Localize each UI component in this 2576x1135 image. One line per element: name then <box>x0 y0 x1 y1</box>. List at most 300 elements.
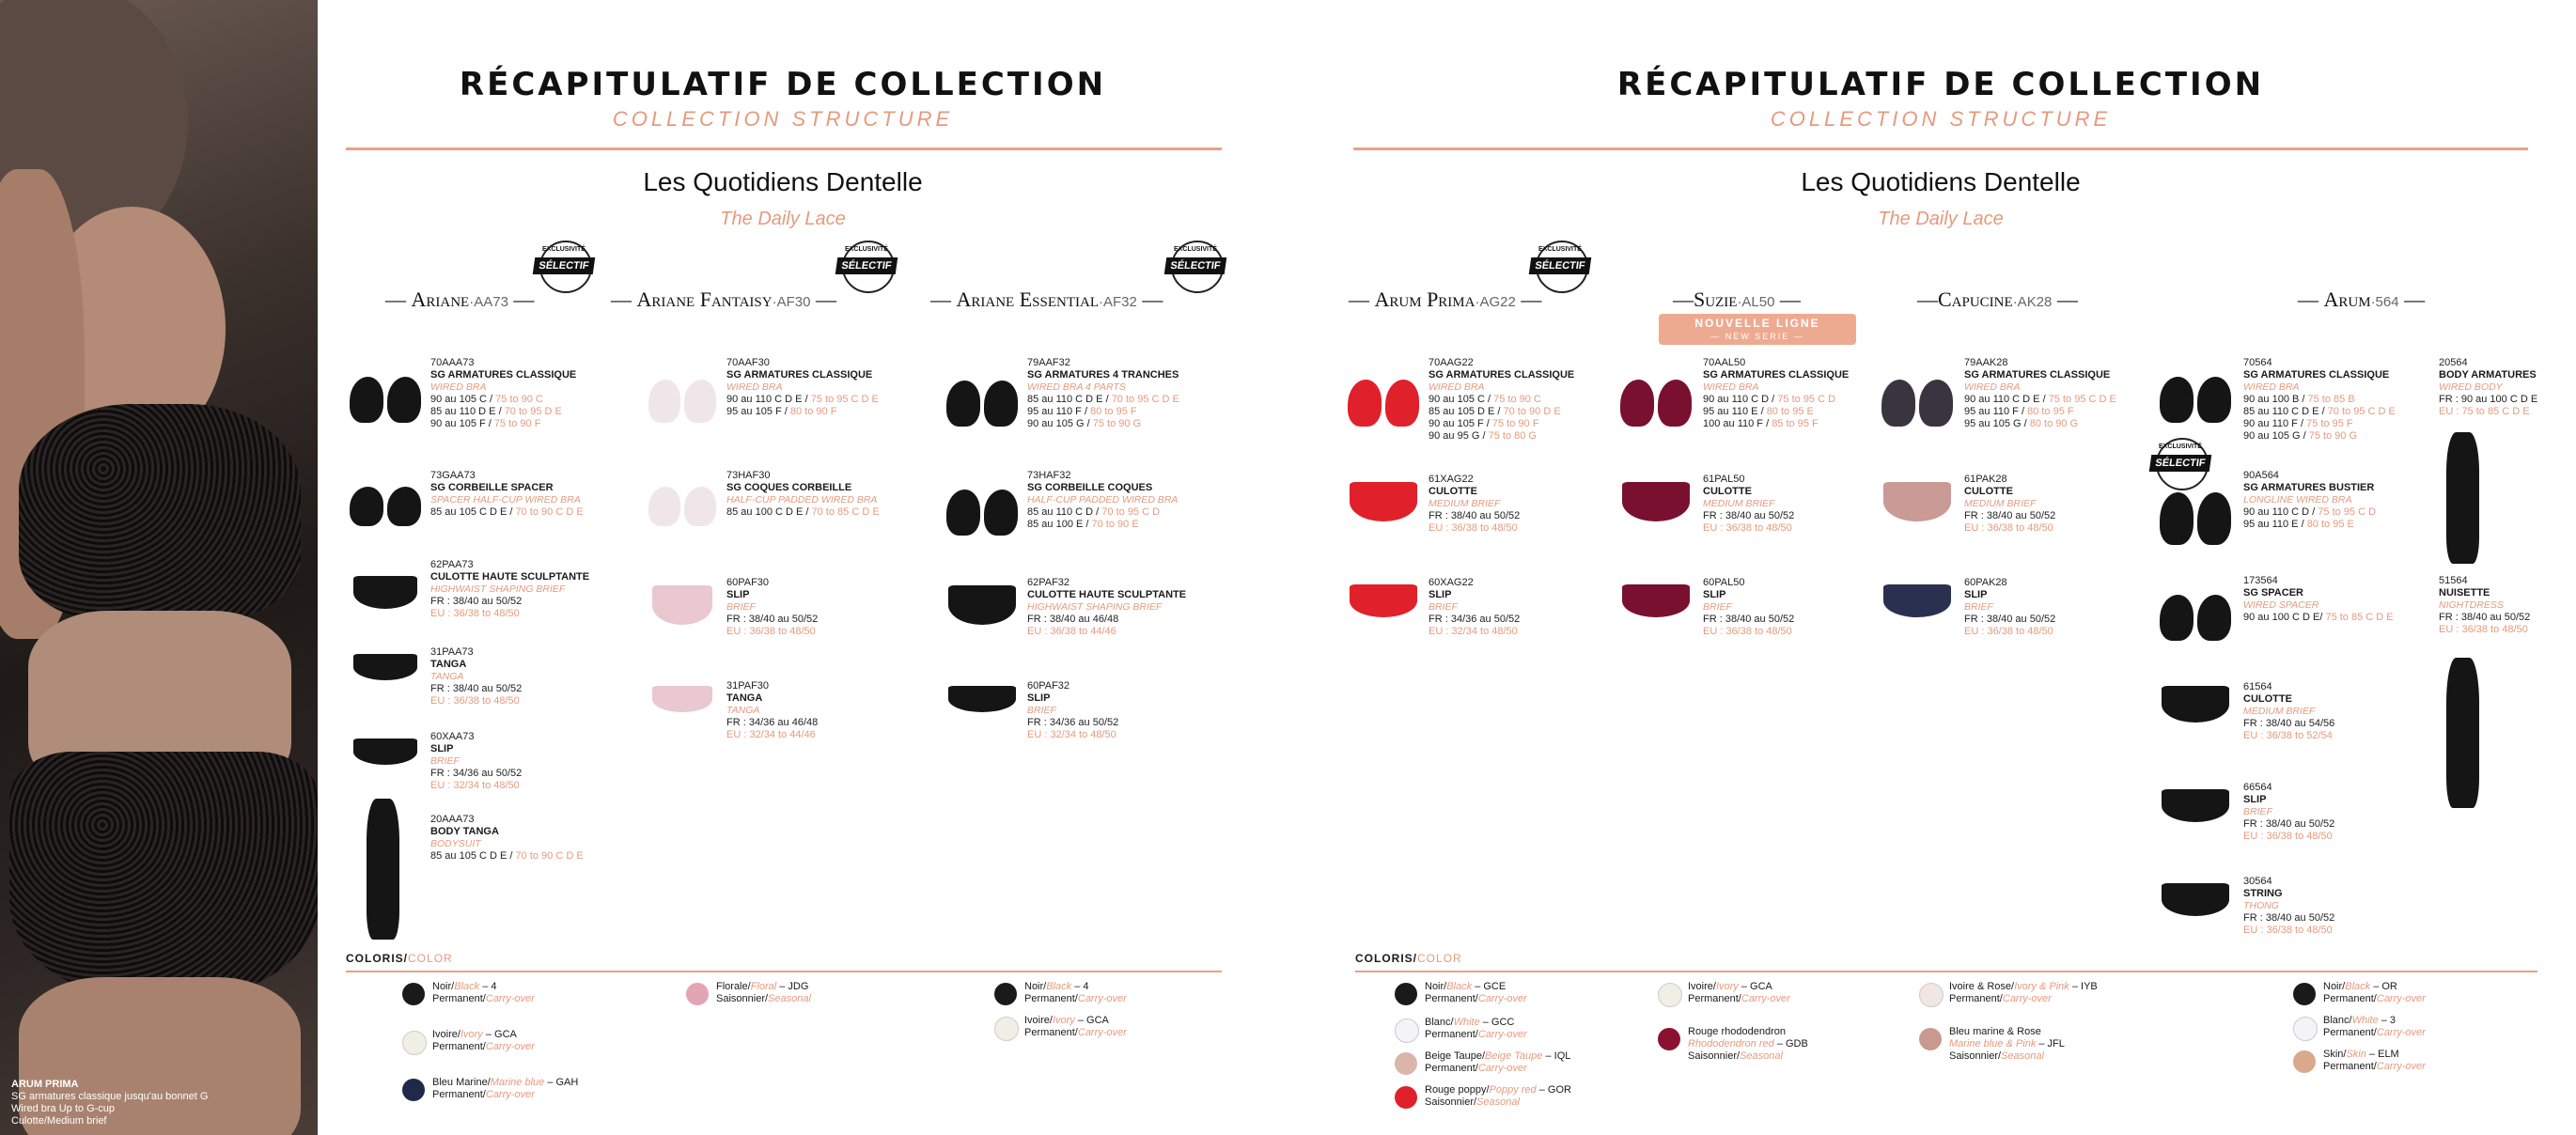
product-ref: 73HAF32 <box>1027 470 1071 481</box>
color-text: Blanc/ <box>2323 1015 2352 1026</box>
size-line <box>430 506 584 519</box>
color-text: Ivory <box>1052 1015 1075 1026</box>
color-text: Permanent/ <box>1425 993 1478 1004</box>
size-fr: 90 au 105 F / <box>1429 418 1492 429</box>
product-name-en: TANGA <box>430 671 464 682</box>
size-line <box>1027 717 1118 729</box>
color-text: Rhododendron red <box>1688 1038 1774 1049</box>
badge-top-text: EXCLUSIVITÉ <box>2159 443 2202 450</box>
color-swatch <box>1919 1028 1942 1050</box>
size-line <box>2243 925 2334 937</box>
size-eu: 75 to 90 C <box>1493 394 1541 405</box>
divider <box>346 971 1222 972</box>
size-fr: EU : 36/38 to 48/50 <box>1964 522 2053 534</box>
size-line <box>1964 510 2055 522</box>
size-line <box>430 695 522 707</box>
size-eu: 70 to 95 C D E <box>2327 406 2396 417</box>
colors-heading <box>1355 952 1462 965</box>
color-text: – 4 <box>479 981 497 992</box>
size-fr: 90 au 110 C D / <box>1703 394 1778 405</box>
product-name-en: WIRED BRA <box>726 381 783 393</box>
new-series-banner <box>1659 314 1856 345</box>
color-label <box>1425 1050 1570 1075</box>
bra-image <box>647 470 718 526</box>
product-name: SG ARMATURES 4 TRANCHES <box>1027 369 1179 381</box>
product-item <box>1964 357 2116 430</box>
size-fr: FR : 38/40 au 50/52 <box>2243 912 2335 924</box>
brief-image <box>648 680 716 718</box>
product-name-en: WIRED BRA <box>1964 381 2021 393</box>
color-text: Carry-over <box>2376 1027 2426 1038</box>
size-eu: 70 to 90 D E <box>1503 406 1561 417</box>
product-name: BODY TANGA <box>430 826 499 837</box>
size-line <box>1429 626 1520 638</box>
product-item <box>2439 575 2530 636</box>
color-text: Florale/ <box>716 981 751 992</box>
color-text: Floral <box>750 981 777 992</box>
product-name-en: WIRED BRA <box>1703 381 1759 393</box>
product-ref: 60PAK28 <box>1964 577 2007 588</box>
size-fr: 90 au 100 B / <box>2243 394 2308 405</box>
size-line <box>1429 430 1574 443</box>
size-fr: FR : 38/40 au 50/52 <box>2243 818 2335 830</box>
collection-name-en: The Daily Lace <box>1878 209 2004 229</box>
size-line <box>726 614 818 626</box>
size-fr: EU : 36/38 to 48/50 <box>726 626 816 637</box>
badge-top-text: EXCLUSIVITÉ <box>1174 246 1217 253</box>
product-ref: 73GAA73 <box>430 470 476 481</box>
size-line <box>1703 510 1794 522</box>
column-name: Ariane <box>411 288 470 311</box>
color-text: – OR <box>2370 981 2397 992</box>
size-line <box>430 596 589 608</box>
product-name-en: WIRED BODY <box>2439 381 2503 393</box>
product-ref: 70AAL50 <box>1703 357 1746 368</box>
product-item <box>430 814 584 863</box>
size-line <box>1703 406 1849 418</box>
size-eu: 70 to 95 C D <box>1101 506 1161 518</box>
column-code: ·AG22 <box>1475 294 1516 310</box>
size-line <box>1429 510 1520 522</box>
column-code: ·AL50 <box>1737 294 1775 310</box>
size-fr: 90 au 100 C D E/ <box>2243 612 2326 623</box>
size-fr: 90 au 105 F / <box>430 418 494 429</box>
size-fr: FR : 38/40 au 50/52 <box>1703 510 1795 521</box>
exclusivity-badge <box>1165 241 1226 291</box>
color-swatch <box>1395 983 1417 1005</box>
color-text: – GOR <box>1536 1084 1571 1096</box>
size-fr: EU : 36/38 to 48/50 <box>1429 522 1518 534</box>
product-name-en: NIGHTDRESS <box>2439 599 2504 611</box>
product-name: CULOTTE <box>2243 693 2292 705</box>
product-ref: 60PAF32 <box>1027 680 1070 692</box>
color-swatch <box>994 1017 1019 1041</box>
color-text: – JFL <box>2036 1038 2065 1049</box>
size-line <box>2243 612 2394 624</box>
color-swatch <box>1395 1052 1417 1075</box>
product-ref: 79AAF32 <box>1027 357 1070 368</box>
product-ref: 73HAF30 <box>726 470 771 481</box>
bra-image <box>348 470 423 526</box>
size-line <box>1429 614 1520 626</box>
size-fr: FR : 38/40 au 50/52 <box>1703 614 1795 625</box>
collection-name-en: The Daily Lace <box>720 209 846 229</box>
size-line <box>2243 718 2334 730</box>
product-name-en: HIGHWAIST SHAPING BRIEF <box>1027 601 1163 613</box>
color-text: Saisonnier/ <box>1949 1050 2002 1062</box>
color-text: Permanent/ <box>1024 1027 1078 1038</box>
product-ref: 31PAF30 <box>726 680 770 692</box>
product-name-en: SPACER HALF-CUP WIRED BRA <box>430 494 581 505</box>
color-text: Bleu Marine/ <box>432 1077 491 1088</box>
size-fr: FR : 38/40 au 46/48 <box>1027 614 1119 625</box>
product-name-en: BRIEF <box>430 755 460 767</box>
product-ref: 31PAA73 <box>430 646 474 658</box>
size-line <box>2243 818 2334 831</box>
size-line <box>1703 614 1794 626</box>
badge-main-text: SÉLECTIF <box>835 257 898 274</box>
size-fr: FR : 38/40 au 50/52 <box>1964 614 2056 625</box>
color-swatch <box>2293 983 2316 1005</box>
product-name-en: MEDIUM BRIEF <box>1703 498 1775 509</box>
color-text: Rouge poppy/ <box>1425 1084 1490 1096</box>
size-line <box>1703 418 1849 430</box>
product-item <box>1027 577 1186 638</box>
column-code: ·AK28 <box>2012 294 2053 310</box>
color-text: Seasonal <box>1740 1050 1783 1062</box>
size-eu: 75 to 90 F <box>1491 418 1539 429</box>
size-eu: 75 to 85 B <box>2307 394 2355 405</box>
caption-line: Wired bra Up to G-cup <box>11 1103 116 1114</box>
product-item <box>430 731 522 792</box>
size-fr: 95 au 110 E / <box>1703 406 1767 417</box>
size-fr: 85 au 105 C D E / <box>430 850 516 862</box>
size-fr: FR : 38/40 au 50/52 <box>430 683 523 694</box>
size-line <box>1964 522 2055 535</box>
color-text: Saisonnier/ <box>1688 1050 1741 1062</box>
size-fr: 85 au 110 C D / <box>1027 506 1102 518</box>
size-fr: 100 au 110 F / <box>1703 418 1772 429</box>
product-name-en: BRIEF <box>1429 601 1458 613</box>
size-fr: EU : 36/38 to 48/50 <box>2243 831 2333 842</box>
size-line <box>2439 612 2530 624</box>
column-code: ·564 <box>2370 294 2399 310</box>
column-code: ·AA73 <box>469 294 508 310</box>
size-fr: 85 au 105 D E / <box>1429 406 1504 417</box>
colors-label-en: COLOR <box>1417 952 1462 965</box>
size-line <box>2243 730 2334 742</box>
size-fr: FR : 34/36 au 50/52 <box>430 768 523 779</box>
color-text: Carry-over <box>2376 1061 2426 1072</box>
color-label <box>432 1029 535 1053</box>
product-name: SLIP <box>2243 794 2267 805</box>
product-name-en: BRIEF <box>2243 806 2272 817</box>
size-line <box>1027 506 1178 519</box>
size-fr: 90 au 110 C D E / <box>726 394 811 405</box>
size-fr: 85 au 105 C D E / <box>430 506 516 518</box>
size-eu: 70 to 90 E <box>1091 519 1139 530</box>
column-code: ·AF30 <box>772 294 811 310</box>
color-text: Permanent/ <box>1425 1063 1478 1074</box>
size-line <box>2243 831 2334 843</box>
size-line <box>430 406 576 418</box>
product-ref: 61PAK28 <box>1964 474 2007 485</box>
brief-image <box>350 568 421 615</box>
product-name: SLIP <box>1703 589 1726 600</box>
size-fr: EU : 32/34 to 48/50 <box>1429 626 1518 637</box>
color-text: White <box>2351 1015 2379 1026</box>
color-label <box>1949 981 2098 1005</box>
bra-image <box>2158 357 2233 423</box>
size-fr: EU : 36/38 to 48/50 <box>1703 626 1792 637</box>
size-eu: 75 to 95 C D <box>1777 394 1836 405</box>
exclusivity-badge <box>1530 241 1590 291</box>
product-ref: 70AAF30 <box>726 357 770 368</box>
size-eu: 75 to 90 C <box>495 394 543 405</box>
column-title-ariane-fantaisy: — Ariane Fantaisy·AF30 — <box>611 288 836 311</box>
color-text: Ivory <box>1715 981 1739 992</box>
product-item <box>726 577 818 638</box>
product-name-en: BRIEF <box>1703 601 1732 613</box>
color-text: Permanent/ <box>2323 1027 2377 1038</box>
product-name-en: MEDIUM BRIEF <box>1429 498 1501 509</box>
product-name: SG ARMATURES CLASSIQUE <box>1429 369 1575 381</box>
color-text: Seasonal <box>768 993 811 1004</box>
column-name: Suzie <box>1694 288 1738 311</box>
product-name: STRING <box>2243 888 2283 899</box>
color-text: – GCA <box>1738 981 1772 992</box>
color-text: Carry-over <box>485 1041 535 1052</box>
badge-top-text: EXCLUSIVITÉ <box>1538 246 1582 253</box>
bra-image <box>2158 575 2233 641</box>
product-name: SG ARMATURES CLASSIQUE <box>2243 369 2390 381</box>
size-fr: FR : 38/40 au 54/56 <box>2243 718 2335 729</box>
product-name: SG ARMATURES BUSTIER <box>2243 482 2375 493</box>
product-name: SG COQUES CORBEILLE <box>726 482 852 493</box>
color-label <box>2323 1015 2426 1039</box>
size-line <box>1964 406 2116 418</box>
size-line <box>1429 406 1574 418</box>
color-text: Noir/ <box>2323 981 2346 992</box>
column-title-arum-prima: — Arum Prima·AG22 — <box>1349 288 1542 311</box>
divider <box>1353 148 2528 150</box>
color-swatch <box>994 983 1017 1005</box>
color-text: – 3 <box>2378 1015 2396 1026</box>
size-line <box>430 683 522 695</box>
size-fr: FR : 38/40 au 50/52 <box>726 614 819 625</box>
size-fr: 90 au 110 C D / <box>2243 506 2318 518</box>
size-eu: 80 to 90 F <box>789 406 837 417</box>
size-eu: 80 to 95 F <box>2027 406 2074 417</box>
color-text: Ivoire/ <box>432 1029 461 1040</box>
color-swatch <box>402 983 425 1005</box>
product-name: SG ARMATURES CLASSIQUE <box>1703 369 1850 381</box>
bodysuit-image <box>2429 658 2495 808</box>
color-swatch <box>2293 1050 2316 1073</box>
product-item <box>2243 782 2334 843</box>
product-name-en: BRIEF <box>1964 601 1993 613</box>
color-text: Saisonnier/ <box>716 993 769 1004</box>
color-text: – GCA <box>1074 1015 1109 1026</box>
size-fr: FR : 34/36 au 50/52 <box>1429 614 1521 625</box>
size-fr: EU : 36/38 to 48/50 <box>2439 624 2528 635</box>
color-text: Beige Taupe/ <box>1425 1050 1486 1062</box>
size-fr: 90 au 105 C / <box>430 394 496 405</box>
product-item <box>1429 577 1520 638</box>
colors-label: COLORIS/ <box>346 952 409 965</box>
product-name-en: MEDIUM BRIEF <box>1964 498 2037 509</box>
color-text: Skin/ <box>2323 1049 2347 1060</box>
bra-image <box>348 357 423 423</box>
product-name: SG ARMATURES CLASSIQUE <box>726 369 873 381</box>
product-name-en: WIRED BRA <box>430 381 487 393</box>
size-eu: 70 to 95 D E <box>504 406 562 417</box>
color-text: Black <box>2345 981 2371 992</box>
product-name: CULOTTE <box>1703 486 1752 497</box>
size-fr: FR : 34/36 au 46/48 <box>726 717 819 728</box>
product-ref: 79AAK28 <box>1964 357 2008 368</box>
color-label <box>1425 1017 1527 1041</box>
product-item <box>1703 474 1794 535</box>
brief-image <box>2158 876 2233 923</box>
color-text: Blanc/ <box>1425 1017 1454 1028</box>
bra-image <box>1618 359 1694 427</box>
size-fr: 95 au 110 E / <box>2243 519 2307 530</box>
color-text: Permanent/ <box>432 1041 486 1052</box>
size-fr: 90 au 105 G / <box>1027 418 1093 429</box>
color-text: Carry-over <box>1477 993 1527 1004</box>
color-text: – GAH <box>544 1077 579 1088</box>
size-eu: 80 to 95 E <box>1766 406 1814 417</box>
column-title-arum: — Arum·564 — <box>2298 288 2426 311</box>
size-line <box>2439 394 2537 406</box>
brief-image <box>1346 474 1421 530</box>
product-name: SLIP <box>1964 589 1988 600</box>
color-text: Ivoire/ <box>1688 981 1716 992</box>
size-fr: 85 au 100 E / <box>1027 519 1092 530</box>
brief-image <box>1880 474 1955 530</box>
size-fr: 95 au 105 F / <box>726 406 790 417</box>
bra-image <box>1346 359 1421 427</box>
size-line <box>2439 624 2530 636</box>
color-text: – ELM <box>2365 1049 2399 1060</box>
product-name: SG ARMATURES CLASSIQUE <box>430 369 577 381</box>
product-item <box>430 357 576 430</box>
color-text: Noir/ <box>432 981 455 992</box>
size-eu: 75 to 90 F <box>493 418 541 429</box>
size-line <box>1703 626 1794 638</box>
size-line <box>1429 418 1574 430</box>
color-text: White <box>1453 1017 1480 1028</box>
color-text: Black <box>454 981 480 992</box>
color-swatch <box>1395 1018 1419 1043</box>
brief-image <box>1346 577 1421 624</box>
color-text: Permanent/ <box>1688 993 1741 1004</box>
bra-image <box>647 361 718 423</box>
size-line <box>1027 406 1179 418</box>
color-text: Carry-over <box>1741 993 1790 1004</box>
color-text: Saisonnier/ <box>1425 1096 1477 1108</box>
product-item <box>1964 474 2055 535</box>
column-title-suzie: —Suzie·AL50 — <box>1673 288 1801 311</box>
color-text: Ivoire & Rose/ <box>1949 981 2015 992</box>
size-line <box>1429 394 1574 406</box>
product-item <box>1703 577 1794 638</box>
product-item <box>1027 357 1179 430</box>
collection-name: Les Quotidiens Dentelle <box>643 167 923 196</box>
caption-line: Culotte/Medium brief <box>11 1115 107 1127</box>
color-text: – GDB <box>1773 1038 1808 1049</box>
size-eu: 70 to 95 C D E <box>1111 394 1179 405</box>
size-line <box>726 394 879 406</box>
size-line <box>430 394 576 406</box>
size-line <box>1964 614 2055 626</box>
color-text: Permanent/ <box>2323 1061 2377 1072</box>
page-right <box>1335 0 2547 1135</box>
brief-image <box>945 680 1020 718</box>
product-item <box>2439 357 2537 418</box>
color-label <box>1425 981 1527 1005</box>
product-ref: 62PAF32 <box>1027 577 1070 588</box>
bodysuit-image <box>2429 432 2495 564</box>
size-eu: 75 to 90 G <box>1092 418 1142 429</box>
colors-heading <box>346 952 453 965</box>
size-fr: EU : 36/38 to 48/50 <box>2243 925 2333 936</box>
size-line <box>726 506 880 519</box>
product-item <box>430 646 522 707</box>
size-line <box>2243 406 2396 418</box>
brief-image <box>1880 577 1955 624</box>
color-text: Skin <box>2346 1049 2366 1060</box>
size-line <box>1027 394 1179 406</box>
color-text: Poppy red <box>1489 1084 1537 1096</box>
product-name-en: WIRED SPACER <box>2243 599 2319 611</box>
column-name: Arum Prima <box>1374 288 1475 311</box>
size-fr: EU : 36/38 to 48/50 <box>430 695 520 707</box>
product-item <box>1703 357 1849 430</box>
color-label <box>2323 981 2426 1005</box>
product-name: BODY ARMATURES <box>2439 369 2537 381</box>
color-text: – GCE <box>1472 981 1507 992</box>
product-item <box>2243 470 2376 531</box>
size-eu: 70 to 85 C D E <box>811 506 880 518</box>
product-ref: 60PAF30 <box>726 577 770 588</box>
size-fr: EU : 36/38 to 44/46 <box>1027 626 1116 637</box>
color-label <box>432 1077 578 1101</box>
new-series-sub: — NEW SERIE — <box>1710 332 1804 341</box>
size-line <box>1027 626 1186 638</box>
color-text: Permanent/ <box>1949 993 2003 1004</box>
product-item <box>430 470 584 519</box>
product-name: SLIP <box>1429 589 1452 600</box>
page-subtitle: COLLECTION STRUCTURE <box>612 107 954 131</box>
colors-label-en: COLOR <box>408 952 453 965</box>
size-fr: EU : 32/34 to 48/50 <box>430 780 520 791</box>
product-name: SG CORBEILLE COQUES <box>1027 482 1153 493</box>
color-text: – GCA <box>482 1029 517 1040</box>
product-item <box>1027 470 1178 531</box>
caption-title: ARUM PRIMA <box>11 1079 79 1090</box>
size-eu: 75 to 95 C D E <box>2048 394 2116 405</box>
column-name: Arum <box>2323 288 2371 311</box>
exclusivity-badge <box>836 241 897 291</box>
product-name-en: THONG <box>2243 900 2279 911</box>
brief-image <box>1618 474 1694 530</box>
product-ref: 60PAL50 <box>1703 577 1745 588</box>
product-name-en: LONGLINE WIRED BRA <box>2243 494 2352 505</box>
color-swatch <box>1658 983 1682 1007</box>
product-ref: 30564 <box>2243 876 2272 887</box>
